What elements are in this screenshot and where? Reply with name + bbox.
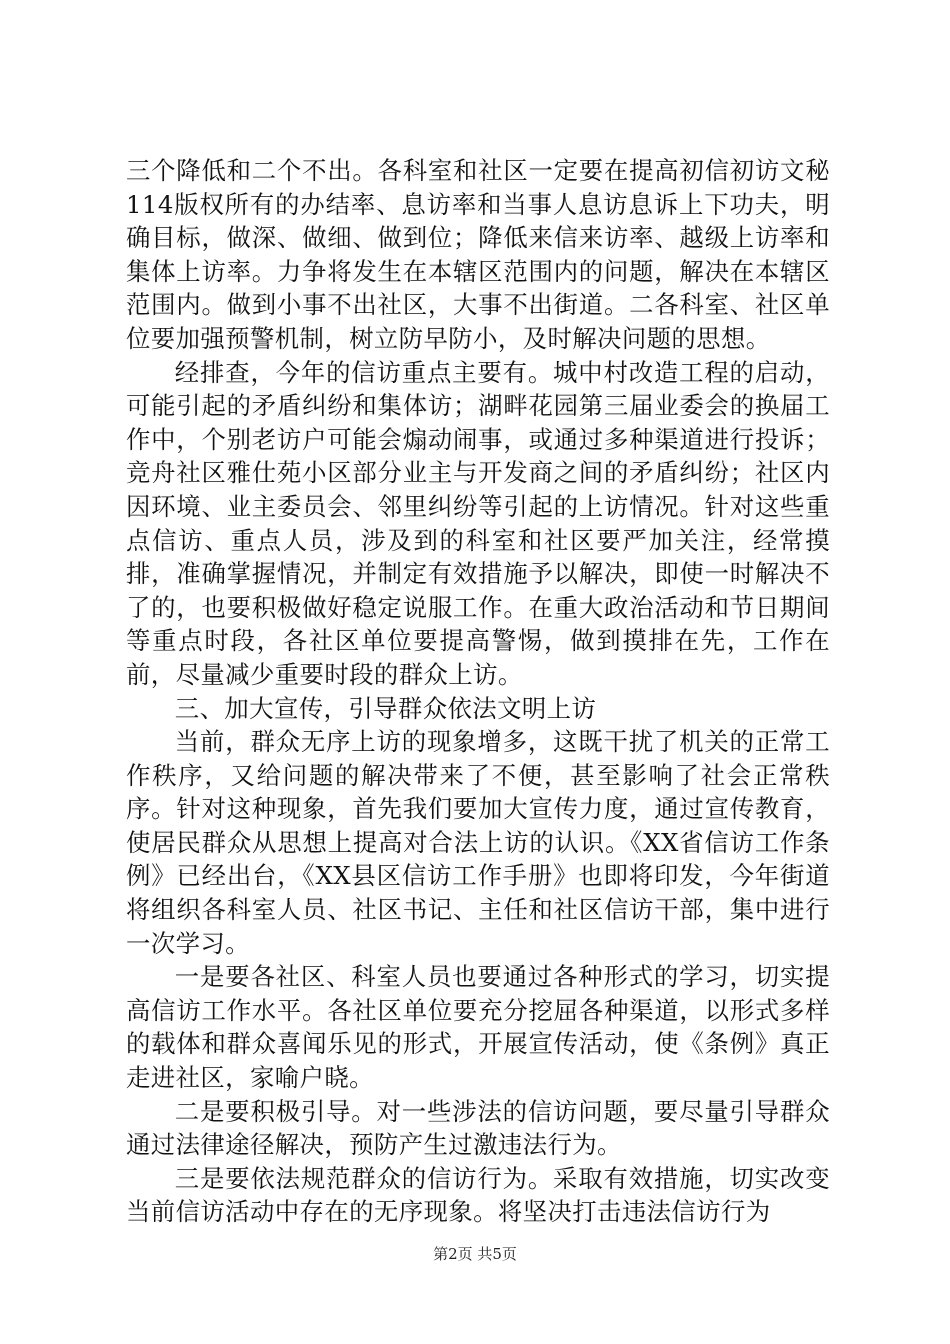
paragraph-5: 二是要积极引导。对一些涉法的信访问题，要尽量引导群众通过法律途径解决，预防产生过激违法行为。 <box>126 1096 830 1160</box>
paragraph-1: 三个降低和二个不出。各科室和社区一定要在提高初信初访文秘114版权所有的办结率、息访率和当事人息访息诉上下功夫，明确目标，做深、做细、做到位；降低来信来访率、越级上访率和集体上访率。力争将发生在本辖区范围内的问题，解决在本辖区范围内。做到小事不出社区，大事不出街道。二各科室、社区单位要加强预警机制，树立防早防小，及时解决问题的思想。 <box>126 156 830 353</box>
paragraph-3: 当前，群众无序上访的现象增多，这既干扰了机关的正常工作秩序，又给问题的解决带来了不便，甚至影响了社会正常秩序。针对这种现象，首先我们要加大宣传力度，通过宣传教育，使居民群众从思想上提高对合法上访的认识。《XX省信访工作条例》已经出台，《XX县区信访工作手册》也即将印发，今年街道将组织各科室人员、社区书记、主任和社区信访干部，集中进行一次学习。 <box>126 727 830 958</box>
paragraph-2: 经排查，今年的信访重点主要有。城中村改造工程的启动，可能引起的矛盾纠纷和集体访；湖畔花园第三届业委会的换届工作中，个别老访户可能会煽动闹事，或通过多种渠道进行投诉；竞舟社区雅仕苑小区部分业主与开发商之间的矛盾纠纷；社区内因环境、业主委员会、邻里纠纷等引起的上访情况。针对这些重点信访、重点人员，涉及到的科室和社区要严加关注，经常摸排，准确掌握情况，并制定有效措施予以解决，即使一时解决不了的，也要积极做好稳定说服工作。在重大政治活动和节日期间等重点时段，各社区单位要提高警惕，做到摸排在先，工作在前，尽量减少重要时段的群众上访。 <box>126 357 830 689</box>
paragraph-4: 一是要各社区、科室人员也要通过各种形式的学习，切实提高信访工作水平。各社区单位要充分挖屈各种渠道，以形式多样的载体和群众喜闻乐见的形式，开展宣传活动，使《条例》真正走进社区，家喻户晓。 <box>126 962 830 1093</box>
document-body <box>126 154 830 1229</box>
section-heading: 三、加大宣传，引导群众依法文明上访 <box>174 693 597 723</box>
paragraph-6: 三是要依法规范群众的信访行为。采取有效措施，切实改变当前信访活动中存在的无序现象。将坚决打击违法信访行为 <box>126 1163 830 1227</box>
page-number-footer: 第2页 共5页 <box>433 1245 517 1263</box>
